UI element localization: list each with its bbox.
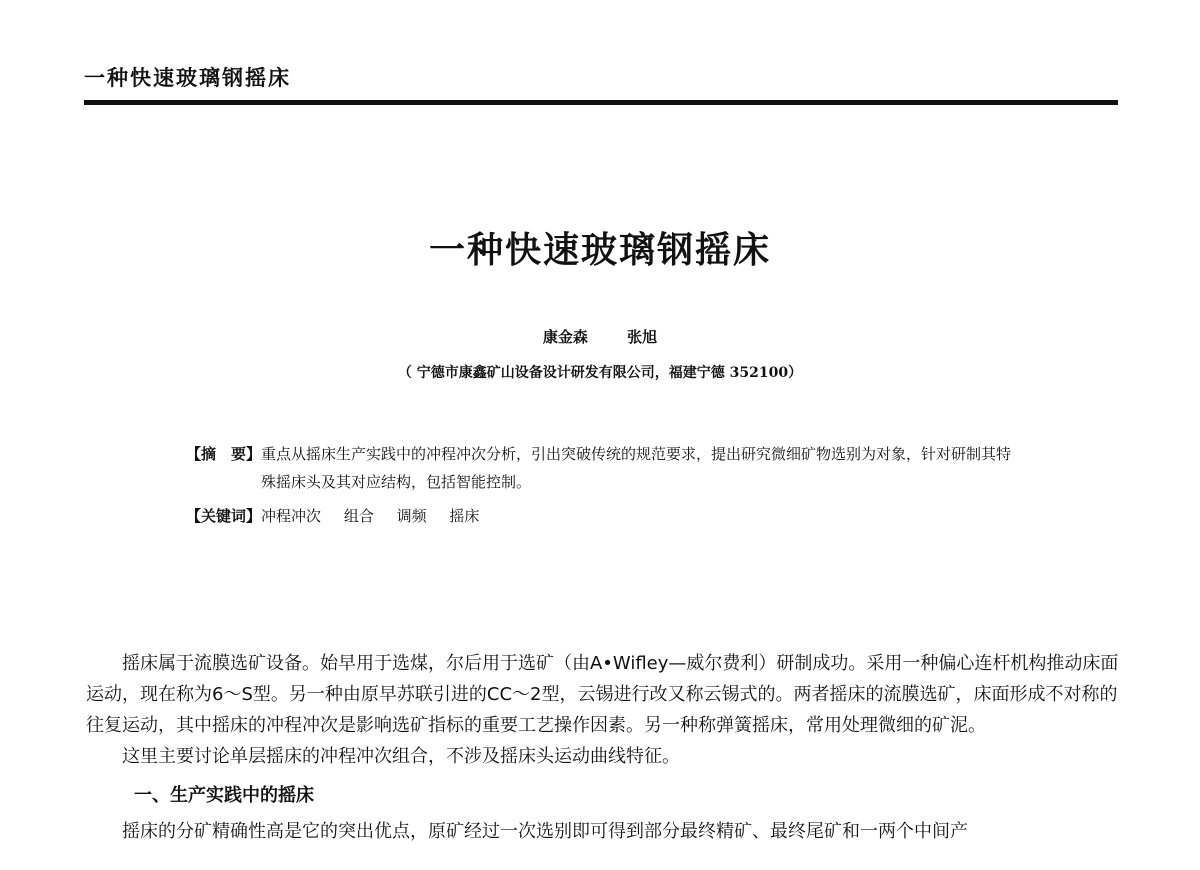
header-rule (84, 100, 1118, 105)
body-paragraph-1: 摇床属于流膜选矿设备。始早用于选煤，尔后用于选矿（由A•Wifley—威尔费利）研制成功。采用一种偏心连杆机构推动床面运动，现在称为6～S型。另一种由原早苏联引进的CC～2型，云锡进行改又称云锡式的。两者摇床的流膜选矿，床面形成不对称的往复运动，其中摇床的冲程冲次是影响选矿指标的重要工艺操作因素。另一种称弹簧摇床，常用处理微细的矿泥。 (86, 653, 1119, 736)
abstract-text: 重点从摇床生产实践中的冲程冲次分析，引出突破传统的规范要求，提出研究微细矿物选别为对象，针对研制其特殊摇床头及其对应结构，包括智能控制。 (261, 445, 1012, 491)
keywords-label: 【关键词】 (186, 507, 262, 525)
author-2: 张旭 (627, 328, 658, 346)
keyword: 组合 (343, 507, 374, 525)
article-title: 一种快速玻璃钢摇床 (428, 230, 771, 271)
abstract-label: 【摘 要】 (186, 445, 262, 463)
keywords-row (186, 502, 1016, 530)
authors (0, 326, 1200, 347)
body-paragraph-2: 这里主要讨论单层摇床的冲程冲次组合，不涉及摇床头运动曲线特征。 (122, 746, 680, 767)
body-paragraph-3: 摇床的分矿精确性高是它的突出优点，原矿经过一次选别即可得到部分最终精矿、最终尾矿和一两个中间产 (122, 821, 968, 842)
keyword: 调频 (396, 507, 427, 525)
section-heading-1: 一、生产实践中的摇床 (134, 785, 314, 806)
keyword: 冲程冲次 (261, 507, 322, 525)
body-text (86, 648, 1120, 847)
keyword: 摇床 (449, 507, 480, 525)
running-header-title: 一种快速玻璃钢摇床 (84, 66, 291, 90)
abstract-row (186, 440, 1016, 496)
keywords-list (261, 502, 1016, 530)
affiliation: （ 宁德市康鑫矿山设备设计研发有限公司，福建宁德 352100） (397, 365, 803, 381)
author-1: 康金森 (542, 328, 588, 346)
abstract-block (186, 440, 1016, 530)
